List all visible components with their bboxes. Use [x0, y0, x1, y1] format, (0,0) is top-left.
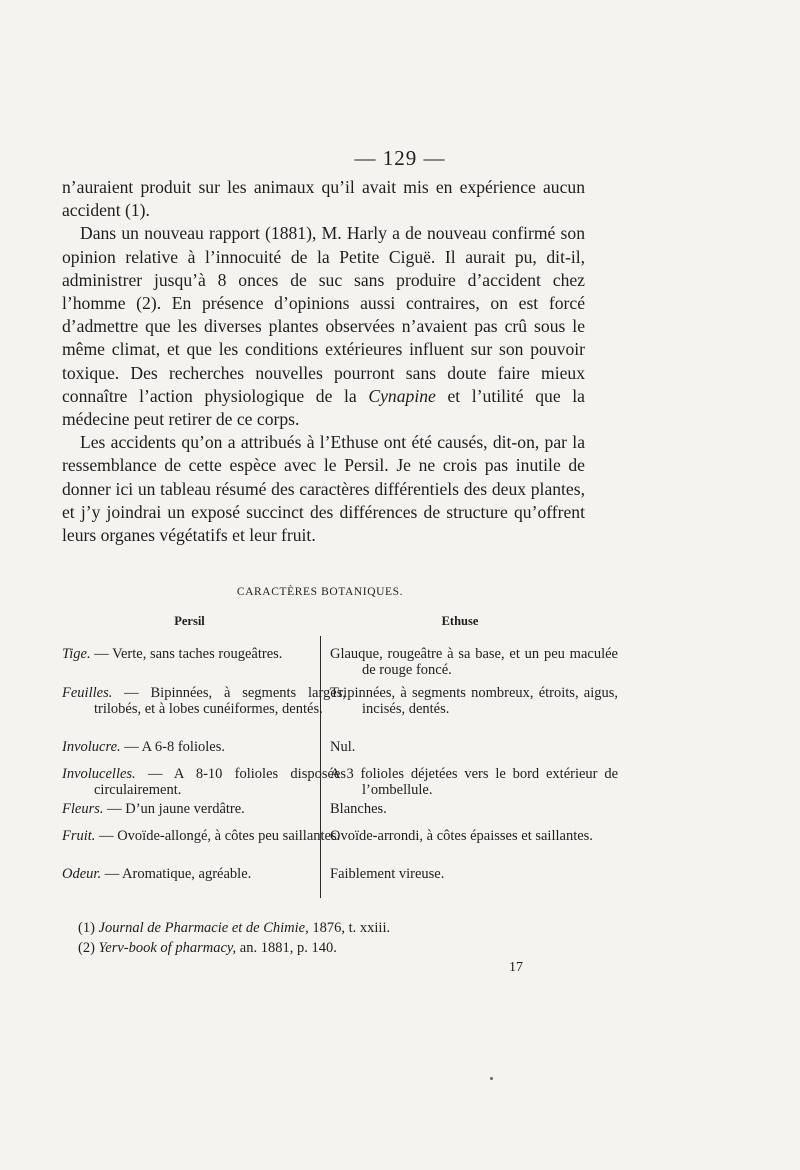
- footnote-2: (2) Yerv-book of pharmacy, an. 1881, p. 140.: [78, 940, 337, 956]
- table-row-left: Involucelles. — A 8-10 folioles disposées circulairement.: [62, 766, 346, 798]
- table-row-right: A 3 folioles déjetées vers le bord extérieur de l’ombellule.: [330, 766, 618, 798]
- table-row-left: Tige. — Verte, sans taches rougeâtres.: [62, 646, 283, 662]
- footnote-1: (1) Journal de Pharmacie et de Chimie, 1876, t. xxiii.: [78, 920, 391, 936]
- footnotes: [78, 918, 598, 958]
- signature-mark: 17: [509, 960, 523, 975]
- table-row-right: Glauque, rougeâtre à sa base, et un peu maculée de rouge foncé.: [330, 646, 618, 678]
- paragraph-2: [62, 222, 585, 431]
- table-row-left: Involucre. — A 6-8 folioles.: [62, 739, 225, 755]
- table-row-right: Ovoïde-arrondi, à côtes épaisses et saillantes.: [330, 828, 593, 844]
- table-caption: CARACTÈRES BOTANIQUES.: [236, 586, 404, 598]
- page-number: — 129 —: [354, 146, 446, 170]
- paragraph-3: Les accidents qu’on a attribués à l’Ethuse ont été causés, dit-on, par la ressemblance de cette espèce avec le Persil. Je ne crois pas inutile de donner ici un tableau résumé des caractères différentiels des deux plantes, et j’y joindrai un exposé succinct des différences de structure qu’offrent leurs organes végétatifs et leur fruit.: [62, 432, 585, 546]
- column-header-persil: Persil: [174, 614, 205, 628]
- table-row-left: Odeur. — Aromatique, agréable.: [62, 866, 252, 882]
- table-row-right: Blanches.: [330, 801, 387, 817]
- paragraph-2-text: Dans un nouveau rapport (1881), M. Harly a de nouveau confirmé son opinion relative à l’innocuité de la Petite Ciguë. Il aurait pu, dit-il, administrer jusqu’à 8 onces de suc sans produire d’accident chez l’homme (2). En présence d’opinions aussi contraires, on est forcé d’admettre que les diverses plantes observées n’avaient pas crû sous le même climat, et que les conditions extérieures influent sur son pouvoir toxique. Des recherches nouvelles pourront sans doute faire mieux connaître l’action physiologique de la: [62, 223, 585, 406]
- table-row-right: Faiblement vireuse.: [330, 866, 445, 882]
- table-row-left: Fleurs. — D’un jaune verdâtre.: [62, 801, 245, 817]
- table-row-right: Nul.: [330, 739, 356, 755]
- table-row-left: Fruit. — Ovoïde-allongé, à côtes peu saillantes.: [62, 828, 341, 844]
- table-row-left: Feuilles. — Bipinnées, à segments larges, trilobés, et à lobes cunéiformes, dentés.: [62, 685, 346, 717]
- speck: [490, 1077, 493, 1080]
- table-row-right: Tripinnées, à segments nombreux, étroits, aigus, incisés, dentés.: [330, 685, 618, 717]
- paragraph-2-end: et l’utilité que la médecine peut retirer de ce corps.: [62, 385, 585, 430]
- paragraph-1: n’auraient produit sur les animaux qu’il avait mis en expérience aucun accident (1).: [62, 177, 585, 221]
- body-text: [62, 176, 585, 547]
- column-header-ethuse: Ethuse: [441, 614, 479, 628]
- cynapine-term: Cynapine: [368, 385, 436, 406]
